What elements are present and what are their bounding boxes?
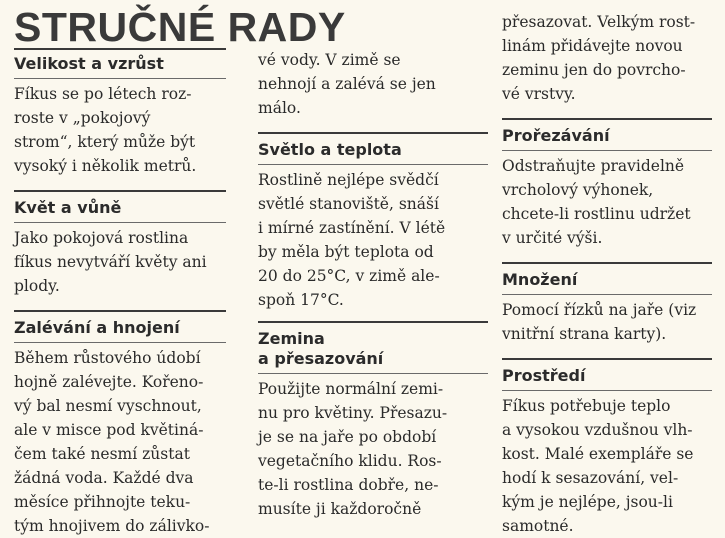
text-line: by měla být teplota od (258, 243, 434, 261)
section-body (14, 342, 226, 538)
text-line: a vysokou vzdušnou vlh- (502, 421, 693, 439)
section-heading: Velikost a vzrůst (14, 48, 226, 78)
text-line: Použijte normální zemi- (258, 380, 444, 398)
text-line: spoň 17°C. (258, 291, 344, 309)
text-line: hojně zalévejte. Kořeno- (14, 373, 204, 391)
page-title: STRUČNÉ RADY (14, 4, 346, 50)
text-line: vé vody. V zimě se (258, 51, 401, 69)
section-heading (258, 321, 488, 373)
text-line: fíkus nevytváří květy ani (14, 253, 207, 271)
section-soil-repotting (258, 321, 488, 521)
section-light-temperature (258, 132, 488, 312)
text-line: tým hnojivem do zálivko- (14, 517, 210, 535)
section-heading: Zalévání a hnojení (14, 310, 226, 342)
text-line: kost. Malé exempláře se (502, 445, 694, 463)
section-propagation (502, 262, 712, 346)
text-line: vnitřní strana karty). (502, 325, 667, 343)
text-line: Odstraňujte pravidelně (502, 157, 685, 175)
text-line: te-li rostlina dobře, ne- (258, 476, 439, 494)
column-3 (502, 10, 712, 538)
section-heading: Světlo a teplota (258, 132, 488, 164)
text-line: v určité výši. (502, 229, 603, 247)
text-line: i mírné zastínění. V létě (258, 219, 446, 237)
section-flower-scent (14, 190, 226, 298)
text-line: vegetačního klidu. Ros- (258, 452, 442, 470)
text-line: zeminu jen do povrcho- (502, 61, 686, 79)
text-line: linám přidávejte novou (502, 37, 683, 55)
text-line: chcete-li rostlinu udržet (502, 205, 691, 223)
text-line: kým je nejlépe, jsou-li (502, 493, 673, 511)
text-line: přesazovat. Velkým rost- (502, 13, 696, 31)
text-line: roste v „pokojový (14, 109, 151, 127)
section-body (502, 294, 712, 346)
heading-line: Zemina (258, 329, 325, 348)
text-line: nehnojí a zalévá se jen (258, 75, 436, 93)
section-body (258, 164, 488, 312)
text-line: Fíkus se po létech roz- (14, 85, 192, 103)
section-heading: Květ a vůně (14, 190, 226, 222)
column-2 (258, 48, 488, 521)
text-line: strom“, který může být (14, 133, 196, 151)
text-line: je se na jaře po období (258, 428, 437, 446)
text-line: vý bal nesmí vyschnout, (14, 397, 202, 415)
text-line: vysoký i několik metrů. (14, 157, 197, 175)
section-environment (502, 358, 712, 538)
text-line: musíte ji každoročně (258, 500, 422, 518)
text-line: plody. (14, 277, 60, 295)
text-line: nu pro květiny. Přesazu- (258, 404, 448, 422)
section-watering-feeding (14, 310, 226, 538)
section-body (502, 150, 712, 250)
text-line: Během růstového údobí (14, 349, 201, 367)
section-body (14, 78, 226, 178)
section-body (258, 373, 488, 521)
continued-text (502, 10, 712, 106)
text-line: čem také nesmí zůstat (14, 445, 190, 463)
text-line: vé vrstvy. (502, 85, 576, 103)
text-line: samotné. (502, 517, 574, 535)
heading-line: a přesazování (258, 349, 384, 368)
section-size-growth (14, 48, 226, 178)
text-line: Pomocí řízků na jaře (viz (502, 301, 697, 319)
section-heading: Množení (502, 262, 712, 294)
section-body (14, 222, 226, 298)
text-line: vrcholový výhonek, (502, 181, 654, 199)
section-heading: Prořezávání (502, 118, 712, 150)
text-line: Rostlině nejlépe svědčí (258, 171, 439, 189)
text-line: ale v misce pod květiná- (14, 421, 204, 439)
text-line: žádná voda. Každé dva (14, 469, 194, 487)
text-line: málo. (258, 99, 301, 117)
section-pruning (502, 118, 712, 250)
text-line: světlé stanoviště, snáší (258, 195, 439, 213)
column-1 (14, 48, 226, 538)
text-line: měsíce přihnojte teku- (14, 493, 191, 511)
text-line: Fíkus potřebuje teplo (502, 397, 671, 415)
continued-text (258, 48, 488, 120)
text-line: hodí k sesazování, vel- (502, 469, 679, 487)
text-line: 20 do 25°C, v zimě ale- (258, 267, 440, 285)
text-line: Jako pokojová rostlina (14, 229, 189, 247)
section-body (502, 390, 712, 538)
section-heading: Prostředí (502, 358, 712, 390)
